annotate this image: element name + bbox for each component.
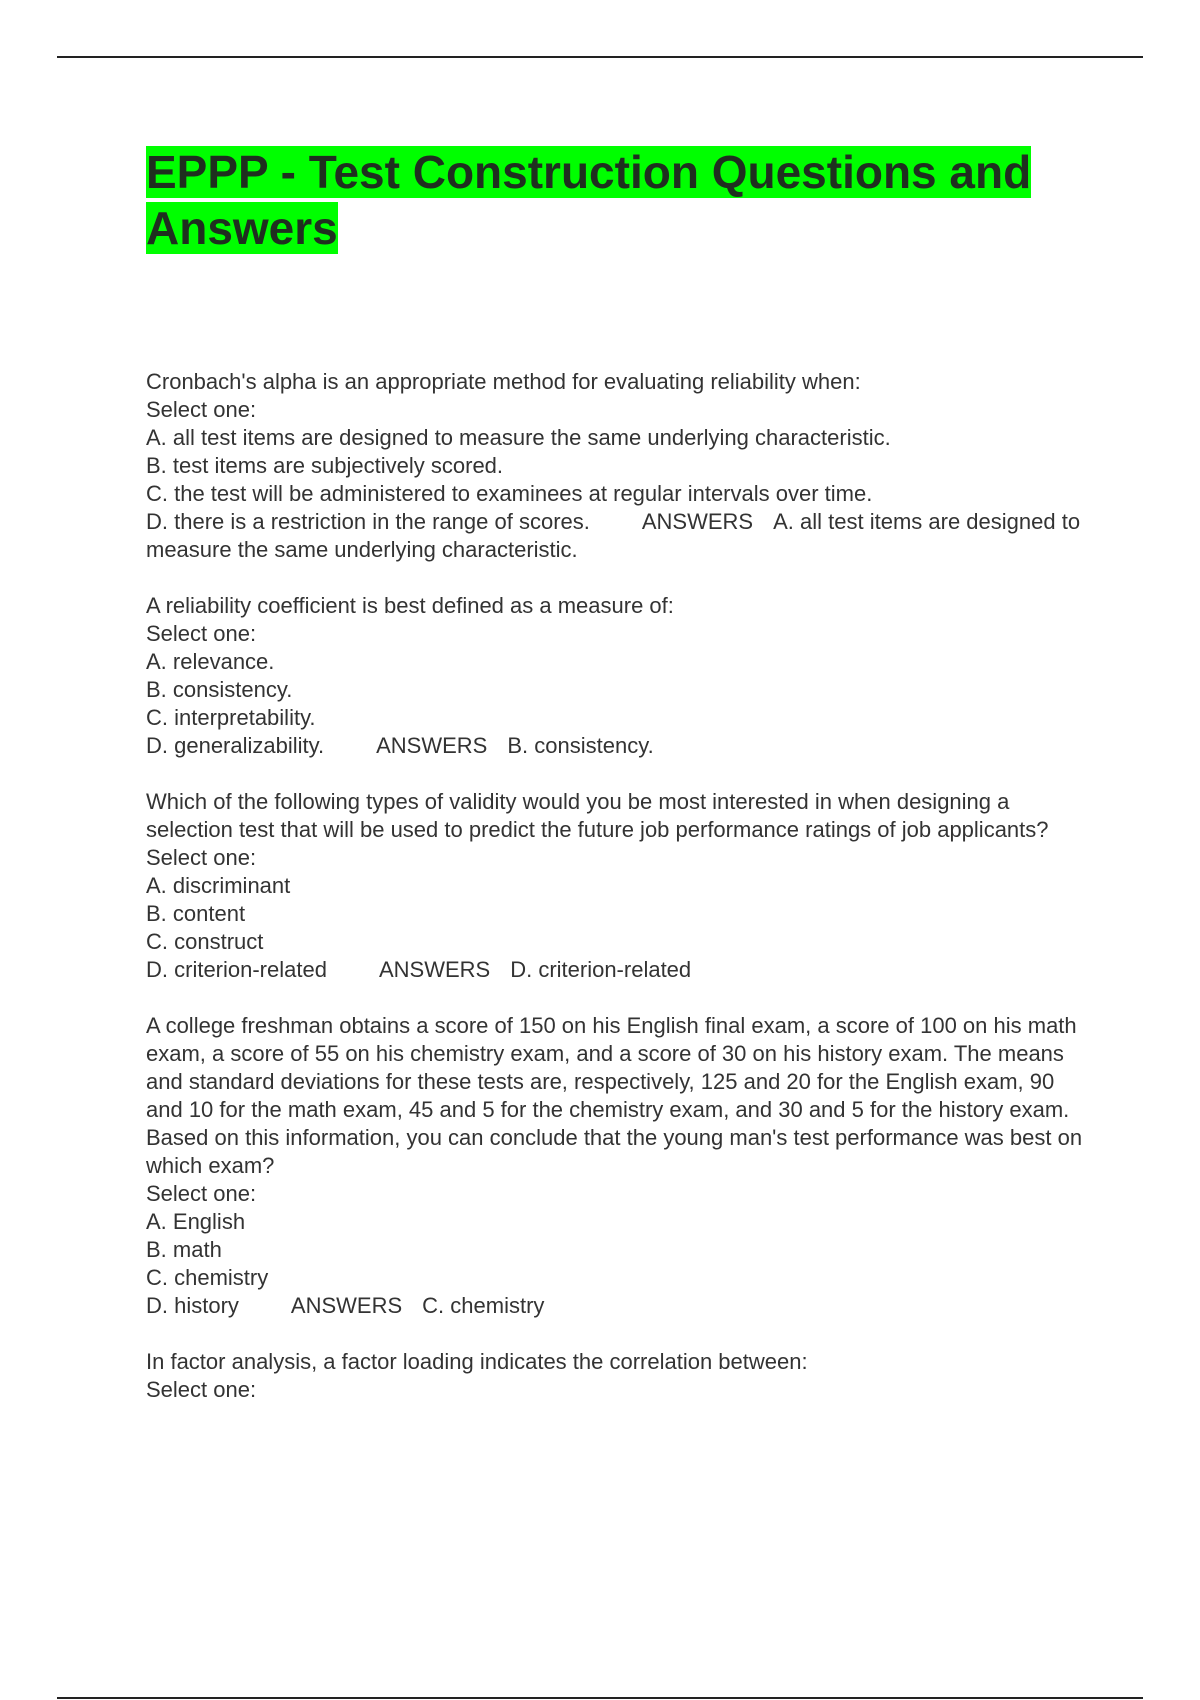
title-highlight: EPPP - Test Construction Questions and Answers: [146, 146, 1032, 254]
select-one-label: Select one:: [146, 1181, 257, 1206]
question-text: Cronbach's alpha is an appropriate method for evaluating reliability when:: [146, 369, 861, 394]
select-one-label: Select one:: [146, 397, 257, 422]
answers-label: ANSWERS: [290, 1293, 403, 1318]
question-block-1: [146, 368, 1086, 564]
option-c: C. construct: [146, 929, 264, 954]
select-one-label: Select one:: [146, 621, 257, 646]
question-text: A college freshman obtains a score of 150 on his English final exam, a score of 100 on his math exam, a score of 55 on his chemistry exam, and a score of 30 on his history exam. The means and standard deviations for these tests are, respectively, 125 and 20 for the English exam, 90 and 10 for the math exam, 45 and 5 for the chemistry exam, and 30 and 5 for the history exam. Based on this information, you can conclude that the young man's test performance was best on which exam?: [146, 1013, 1083, 1178]
question-block-2: [146, 592, 1086, 760]
option-d-with-answer: [146, 956, 1086, 984]
option-c: C. the test will be administered to examinees at regular intervals over time.: [146, 481, 873, 506]
option-b: B. test items are subjectively scored.: [146, 453, 504, 478]
option-b: B. content: [146, 901, 246, 926]
option-d-with-answer: [146, 1292, 1086, 1320]
answers-label: ANSWERS: [376, 733, 488, 758]
option-d-with-answer: [146, 508, 1086, 564]
answer-text: C. chemistry: [422, 1293, 545, 1318]
select-one-label: Select one:: [146, 1377, 257, 1402]
option-d: D. history: [146, 1293, 239, 1318]
question-text: In factor analysis, a factor loading indicates the correlation between:: [146, 1349, 808, 1374]
answers-label: ANSWERS: [641, 509, 754, 534]
option-d-with-answer: [146, 732, 1086, 760]
question-text: Which of the following types of validity would you be most interested in when designing a selection test that will be used to predict the future job performance ratings of job applicants?: [146, 789, 1049, 842]
option-d: D. there is a restriction in the range of scores.: [146, 509, 590, 534]
question-block-4: [146, 1012, 1086, 1320]
option-a: A. all test items are designed to measure the same underlying characteristic.: [146, 425, 891, 450]
answer-text: A. all test items are designed to measure the same underlying characteristic.: [146, 509, 1081, 562]
option-c: C. chemistry: [146, 1265, 269, 1290]
option-d: D. criterion-related: [146, 957, 327, 982]
option-a: A. discriminant: [146, 873, 291, 898]
select-one-label: Select one:: [146, 845, 257, 870]
answers-label: ANSWERS: [378, 957, 491, 982]
title-block: [146, 144, 1086, 256]
question-block-3: [146, 788, 1086, 984]
option-d: D. generalizability.: [146, 733, 325, 758]
question-block-5: [146, 1348, 1086, 1404]
option-b: B. consistency.: [146, 677, 293, 702]
option-c: C. interpretability.: [146, 705, 316, 730]
bottom-rule: [57, 1697, 1143, 1699]
option-b: B. math: [146, 1237, 222, 1262]
option-a: A. English: [146, 1209, 246, 1234]
page-title: [146, 144, 1086, 256]
answer-text: D. criterion-related: [510, 957, 692, 982]
answer-text: B. consistency.: [507, 733, 654, 758]
option-a: A. relevance.: [146, 649, 275, 674]
question-text: A reliability coefficient is best defined as a measure of:: [146, 593, 674, 618]
document-body: [146, 368, 1086, 1432]
top-rule: [57, 56, 1143, 58]
